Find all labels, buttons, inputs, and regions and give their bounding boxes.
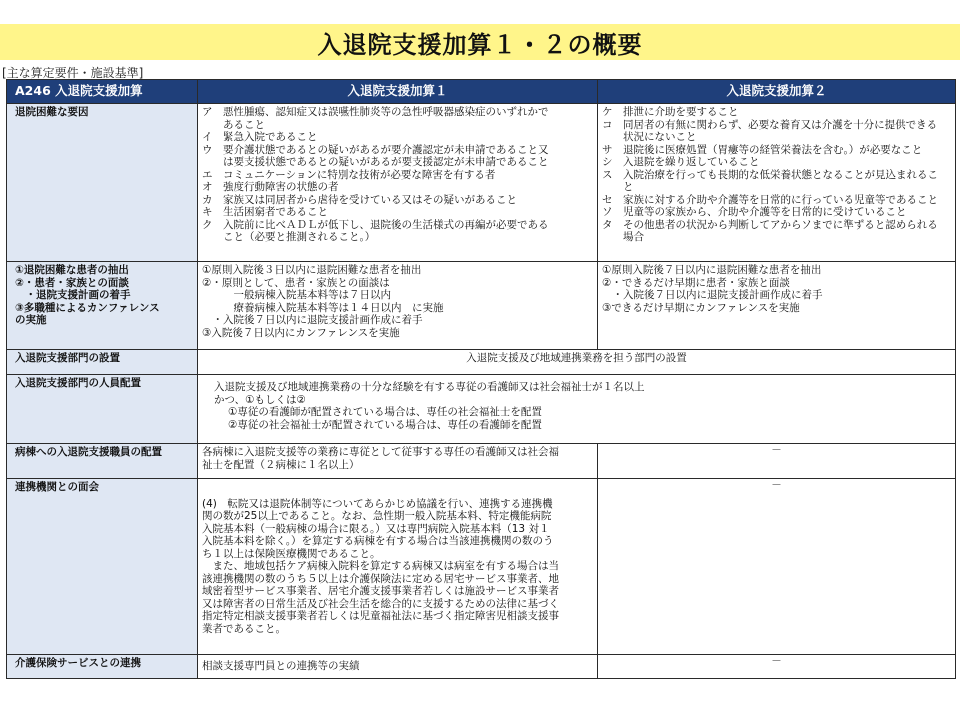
text-line: イ 緊急入院であること [202, 131, 318, 143]
text-line: 状況にないこと [602, 131, 697, 143]
table-row [7, 104, 956, 262]
text-line: 場合 [602, 231, 644, 243]
row-label-staffing: 入退院支援部門の人員配置 [7, 375, 198, 444]
title-band [0, 24, 960, 60]
text-line: ケ 排泄に介助を要すること [602, 106, 739, 118]
table-header-row [7, 80, 956, 104]
text-line: ③多職種によるカンファレンス [15, 301, 160, 314]
text-line: 一般病棟入院基本料等は７日以内 [202, 289, 391, 301]
text-line: 入院基本料（一般病棟の場合に限る。）又は専門病院入院基本料（13 対１ [202, 522, 550, 535]
department-value: 入退院支援及び地域連携業務を担う部門の設置 [198, 350, 956, 375]
text-line: ・退院支援計画の着手 [15, 289, 131, 301]
text-line: エ コミュニケーションに特別な技術が必要な障害を有する者 [202, 168, 496, 181]
table-row [7, 350, 956, 375]
text-line: ・入院後７日以内に退院支援計画作成に着手 [602, 289, 823, 301]
table-row [7, 655, 956, 679]
text-line: ②・原則として、患者・家族との面談は [202, 276, 390, 289]
text-line: ①退院困難な患者の抽出 [15, 264, 129, 276]
table-row [7, 375, 956, 444]
staffing-value [198, 375, 956, 444]
text-line: 療養病棟入院基本料等は１４日以内 に実施 [202, 301, 444, 314]
text-line: カ 家族又は同居者から虐待を受けている又はその疑いがあること [202, 193, 517, 206]
text-line: 関の数が25以上であること。なお、急性期一般入院基本料、特定機能病院 [202, 510, 552, 523]
text-line: ク 入院前に比べＡＤＬが低下し、退院後の生活様式の再編が必要である [202, 218, 549, 231]
text-line: オ 強度行動障害の状態の者 [202, 181, 339, 193]
text-line: ち１以上は保険医療機関であること。 [202, 547, 381, 560]
care-col2: － [598, 655, 956, 679]
text-line: 入退院支援及び地域連携業務の十分な経験を有する専従の看護師又は社会福祉士が１名以上 [214, 381, 645, 393]
text-line: ソ 児童等の家族から、介助や介護等を日常的に受けていること [602, 206, 907, 218]
table-row [7, 444, 956, 479]
difficulty-col2 [598, 104, 956, 262]
process-col2 [598, 262, 956, 350]
text-line: 祉士を配置（２病棟に１名以上） [202, 458, 360, 471]
row-label-process [7, 262, 198, 350]
text-line: ③入院後７日以内にカンファレンスを実施 [202, 326, 400, 339]
difficulty-col1 [198, 104, 598, 262]
text-line: 又は障害者の日常生活及び社会生活を総合的に支援するための法律に基づく [202, 597, 559, 610]
text-line: こと（必要と推測されること。） [202, 231, 376, 243]
text-line: 指定特定相談支援事業者若しくは児童福祉法に基づく指定障害児相談支援事 [202, 610, 559, 623]
text-line: と [602, 181, 634, 193]
text-line: ①専従の看護師が配置されている場合は、専任の社会福祉士を配置 [228, 406, 542, 418]
text-line: ②・できるだけ早期に患者・家族と面談 [602, 276, 790, 289]
text-line: かつ、①もしくは② [214, 393, 306, 406]
page-title: 入退院支援加算１・２の概要 [317, 30, 643, 59]
text-line: は要支援状態であるとの疑いがあるが要支援認定が未申請であること [202, 156, 549, 168]
header-col2: 入退院支援加算２ [598, 80, 956, 104]
text-line: ウ 要介護状態であるとの疑いがあるが要介護認定が未申請であること又 [202, 143, 549, 156]
meeting-col2: － [598, 479, 956, 655]
text-line: ②専従の社会福祉士が配置されている場合は、専任の看護師を配置 [228, 418, 542, 431]
table-row [7, 479, 956, 655]
text-line: あること [202, 118, 265, 131]
text-line: シ 入退院を繰り返していること [602, 156, 760, 168]
section-label: [主な算定要件・施設基準] [2, 66, 144, 80]
header-corner: A246 入退院支援加算 [7, 80, 198, 104]
text-line: ②・患者・家族との面談 [15, 276, 129, 289]
text-line: ①原則入院後７日以内に退院困難な患者を抽出 [602, 264, 822, 276]
row-label-care: 介護保険サービスとの連携 [7, 655, 198, 679]
text-line: キ 生活困窮者であること [202, 206, 328, 218]
row-label-meeting: 連携機関との面会 [7, 479, 198, 655]
ward-col1 [198, 444, 598, 479]
row-label-difficulty: 退院困難な要因 [7, 104, 198, 262]
text-line: 業者であること。 [202, 622, 286, 635]
requirements-table [6, 79, 956, 679]
text-line: タ その他患者の状況から判断してアからソまでに準ずると認められる [602, 218, 938, 231]
row-label-department: 入退院支援部門の設置 [7, 350, 198, 375]
process-col1 [198, 262, 598, 350]
text-line: 域密着型サービス事業者、居宅介護支援事業者若しくは施設サービス事業者 [202, 585, 559, 598]
text-line: また、地域包括ケア病棟入院料を算定する病棟又は病室を有する場合は当 [202, 560, 559, 573]
care-col1: 相談支援専門員との連携等の実績 [198, 655, 598, 679]
text-line: 該連携機関の数のうち５以上は介護保険法に定める居宅サービス事業者、地 [202, 572, 559, 585]
text-line: ・入院後７日以内に退院支援計画作成に着手 [202, 314, 423, 326]
text-line: ア 悪性腫瘍、認知症又は誤嚥性肺炎等の急性呼吸器感染症のいずれかで [202, 106, 549, 118]
text-line: ス 入院治療を行っても長期的な低栄養状態となることが見込まれるこ [602, 168, 938, 181]
text-line: サ 退院後に医療処置（胃瘻等の経管栄養法を含む。）が必要なこと [602, 143, 923, 156]
table-row [7, 262, 956, 350]
text-line: (4) 転院又は退院体制等についてあらかじめ協議を行い、連携する連携機 [202, 497, 553, 510]
text-line: 各病棟に入退院支援等の業務に専従として従事する専任の看護師又は社会福 [202, 446, 559, 458]
text-line: コ 同居者の有無に関わらず、必要な養育又は介護を十分に提供できる [602, 118, 938, 131]
text-line: ①原則入院後３日以内に退院困難な患者を抽出 [202, 264, 422, 276]
text-line: セ 家族に対する介助や介護等を日常的に行っている児童等であること [602, 193, 938, 206]
text-line: 入院基本料を除く。）を算定する病棟を有する場合は当該連携機関の数のう [202, 535, 554, 548]
header-col1: 入退院支援加算１ [198, 80, 598, 104]
text-line: の実施 [15, 314, 47, 326]
ward-col2: － [598, 444, 956, 479]
text-line: ③できるだけ早期にカンファレンスを実施 [602, 301, 800, 314]
row-label-ward: 病棟への入退院支援職員の配置 [7, 444, 198, 479]
meeting-col1 [198, 479, 598, 655]
